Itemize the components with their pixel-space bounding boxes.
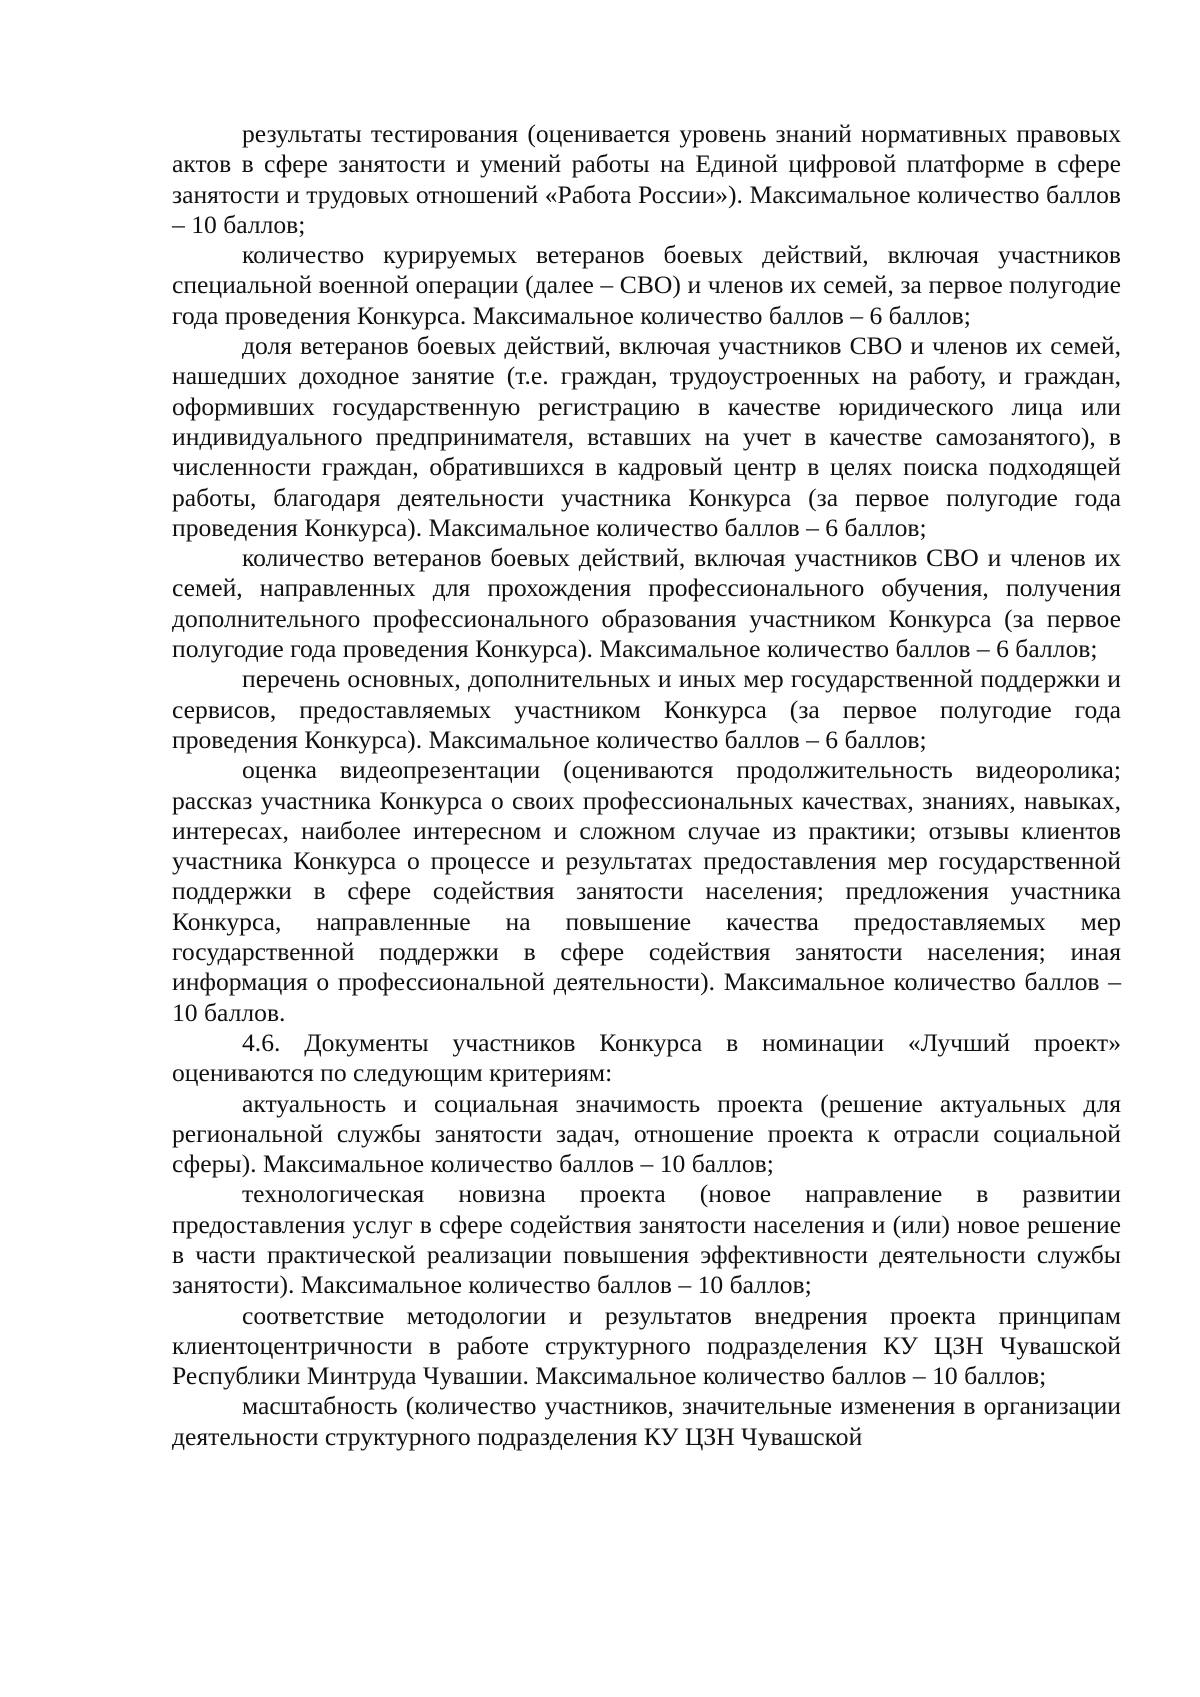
paragraph-testing-results: результаты тестирования (оценивается уровень знаний нормативных правовых актов в сфере занятости и умений работы на Единой цифровой платформе в сфере занятости и трудовых отношений «Работа России»). Максимальное количество баллов – 10 баллов; xyxy=(172,119,1121,239)
paragraph-project-scale: масштабность (количество участников, значительные изменения в организации деятельности структурного подразделения КУ ЦЗН Чувашской xyxy=(172,1391,1121,1451)
paragraph-video-presentation: оценка видеопрезентации (оцениваются продолжительность видеоролика; рассказ участника Конкурса о своих профессиональных качествах, знаниях, навыках, интересах, наиболее интересном и сложном случае из практики; отзывы клиентов участника Конкурса о процессе и результатах предоставления мер государственной поддержки в сфере содействия занятости населения; предложения участника Конкурса, направленные на повышение качества предоставляемых мер государственной поддержки в сфере содействия занятости населения; иная информация о профессиональной деятельности). Максимальное количество баллов – 10 баллов. xyxy=(172,755,1121,1027)
paragraph-supervised-veterans-count: количество курируемых ветеранов боевых действий, включая участников специальной военной операции (далее – СВО) и членов их семей, за первое полугодие года проведения Конкурса. Максимальное количество баллов – 6 баллов; xyxy=(172,240,1121,330)
paragraph-technological-novelty: технологическая новизна проекта (новое направление в развитии предоставления услуг в сфере содействия занятости населения и (или) новое решение в части практической реализации повышения эффективности деятельности службы занятости). Максимальное количество баллов – 10 баллов; xyxy=(172,1179,1121,1300)
paragraph-project-relevance: актуальность и социальная значимость проекта (решение актуальных для региональной службы занятости задач, отношение проекта к отрасли социальной сферы). Максимальное количество баллов – 10 баллов; xyxy=(172,1088,1121,1179)
paragraph-veterans-training-count: количество ветеранов боевых действий, включая участников СВО и членов их семей, направленных для прохождения профессионального обучения, получения дополнительного профессионального образования участником Конкурса (за первое полугодие года проведения Конкурса). Максимальное количество баллов – 6 баллов; xyxy=(172,543,1121,664)
paragraph-employed-veterans-share: доля ветеранов боевых действий, включая участников СВО и членов их семей, нашедших доходное занятие (т.е. граждан, трудоустроенных на работу, и граждан, оформивших государственную регистрацию в качестве юридического лица или индивидуального предпринимателя, вставших на учет в качестве самозанятого), в численности граждан, обратившихся в кадровый центр в целях поиска подходящей работы, благодаря деятельности участника Конкурса (за первое полугодие года проведения Конкурса). Максимальное количество баллов – 6 баллов; xyxy=(172,331,1121,542)
paragraph-client-centricity: соответствие методологии и результатов внедрения проекта принципам клиентоцентричности в работе структурного подразделения КУ ЦЗН Чувашской Республики Минтруда Чувашии. Максимальное количество баллов – 10 баллов; xyxy=(172,1300,1121,1391)
paragraph-section-4-6: 4.6. Документы участников Конкурса в номинации «Лучший проект» оцениваются по следующим критериям: xyxy=(172,1027,1121,1088)
paragraph-support-measures-list: перечень основных, дополнительных и иных мер государственной поддержки и сервисов, предоставляемых участником Конкурса (за первое полугодие года проведения Конкурса). Максимальное количество баллов – 6 баллов; xyxy=(172,664,1121,754)
document-page xyxy=(172,119,1121,1452)
